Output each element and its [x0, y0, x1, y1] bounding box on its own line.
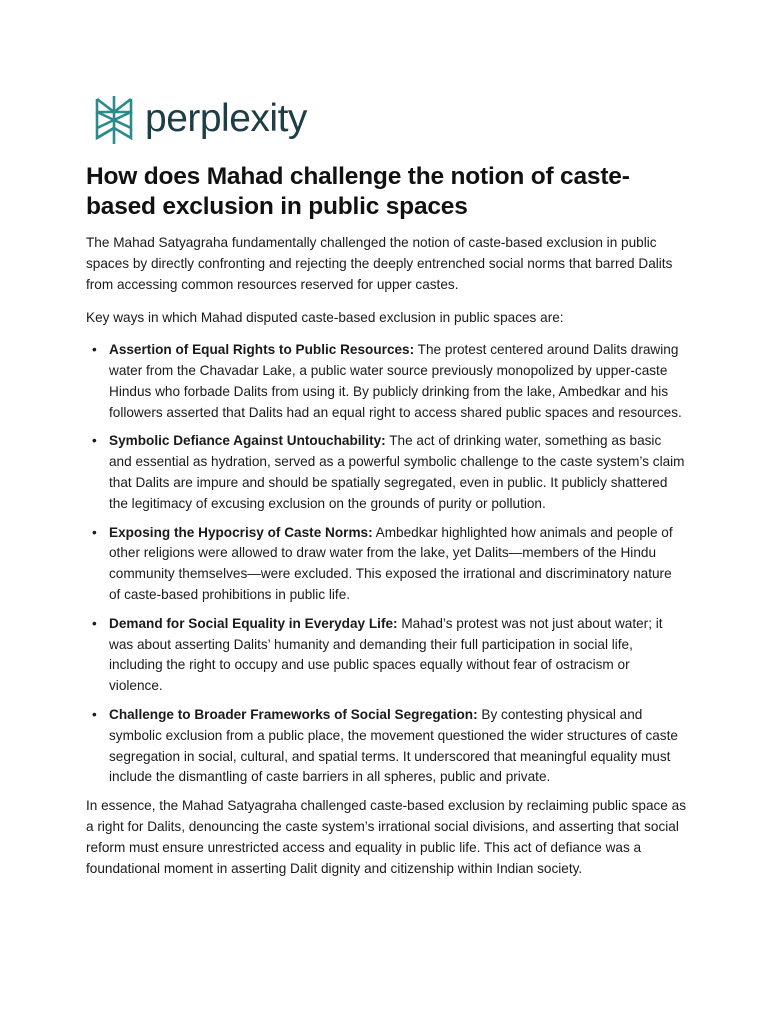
list-item-text: Mahad’s protest was not just about water; it was about asserting Dalits’ humanity and demanding their full participation in social life, including the right to occupy and use public spaces equally without fear of ostracism or violence.: [109, 615, 663, 694]
list-item: [86, 431, 686, 514]
list-item: [86, 614, 686, 697]
bullet-icon: •: [92, 524, 97, 540]
list-item-term: Assertion of Equal Rights to Public Resources:: [109, 342, 415, 358]
article-body: [86, 233, 686, 879]
key-points-list: [86, 340, 686, 788]
bullet-icon: •: [92, 615, 97, 631]
lead-paragraph: Key ways in which Mahad disputed caste-based exclusion in public spaces are:: [86, 310, 564, 326]
bullet-icon: •: [92, 706, 97, 722]
list-item-term: Demand for Social Equality in Everyday Life:: [109, 615, 398, 631]
list-item-text: The act of drinking water, something as basic and essential as hydration, served as a powerful symbolic challenge to the caste system’s claim that Dalits are impure and should be spatially segregated, even in public. It publicly shattered the legitimacy of excusing exclusion on the grounds of purity or pollution.: [109, 433, 685, 511]
list-item-text: The protest centered around Dalits drawing water from the Chavadar Lake, a public water source previously monopolized by upper-caste Hindus who forbade Dalits from using it. By publicly drinking from the lake, Ambedkar and his followers asserted that Dalits had an equal right to access shared public spaces and resources.: [109, 342, 682, 420]
intro-paragraph: The Mahad Satyagraha fundamentally challenged the notion of caste-based exclusion in public spaces by directly confronting and rejecting the deeply entrenched social norms that barred Dalits from accessing common resources reserved for upper castes.: [86, 235, 673, 292]
list-item-term: Symbolic Defiance Against Untouchability:: [109, 433, 386, 449]
bullet-icon: •: [92, 342, 97, 358]
list-item: [86, 705, 686, 788]
closing-paragraph: In essence, the Mahad Satyagraha challenged caste-based exclusion by reclaiming public space as a right for Dalits, denouncing the caste system’s irrational social divisions, and asserting that social reform must ensure unrestricted access and equality in public life. This act of defiance was a foundational moment in asserting Dalit dignity and citizenship within Indian society.: [86, 798, 686, 876]
list-item: [86, 340, 686, 423]
perplexity-logo: [93, 93, 307, 147]
list-item-term: Exposing the Hypocrisy of Caste Norms:: [109, 524, 373, 540]
list-item-text: By contesting physical and symbolic exclusion from a public place, the movement questioned the wider structures of caste segregation in social, cultural, and spatial terms. It underscored that meaningful equality must include the dismantling of caste barriers in all spheres, public and private.: [109, 706, 678, 785]
perplexity-logo-icon: [93, 95, 135, 145]
list-item-term: Challenge to Broader Frameworks of Social Segregation:: [109, 706, 478, 722]
bullet-icon: •: [92, 433, 97, 449]
list-item: [86, 523, 686, 606]
list-item-text: Ambedkar highlighted how animals and people of other religions were allowed to draw water from the lake, yet Dalits—members of the Hindu community themselves—were excluded. This exposed the irrational and discriminatory nature of caste-based prohibitions in public life.: [109, 524, 673, 602]
page-title: How does Mahad challenge the notion of caste-based exclusion in public spaces: [86, 163, 630, 220]
brand-name: perplexity: [145, 96, 307, 140]
